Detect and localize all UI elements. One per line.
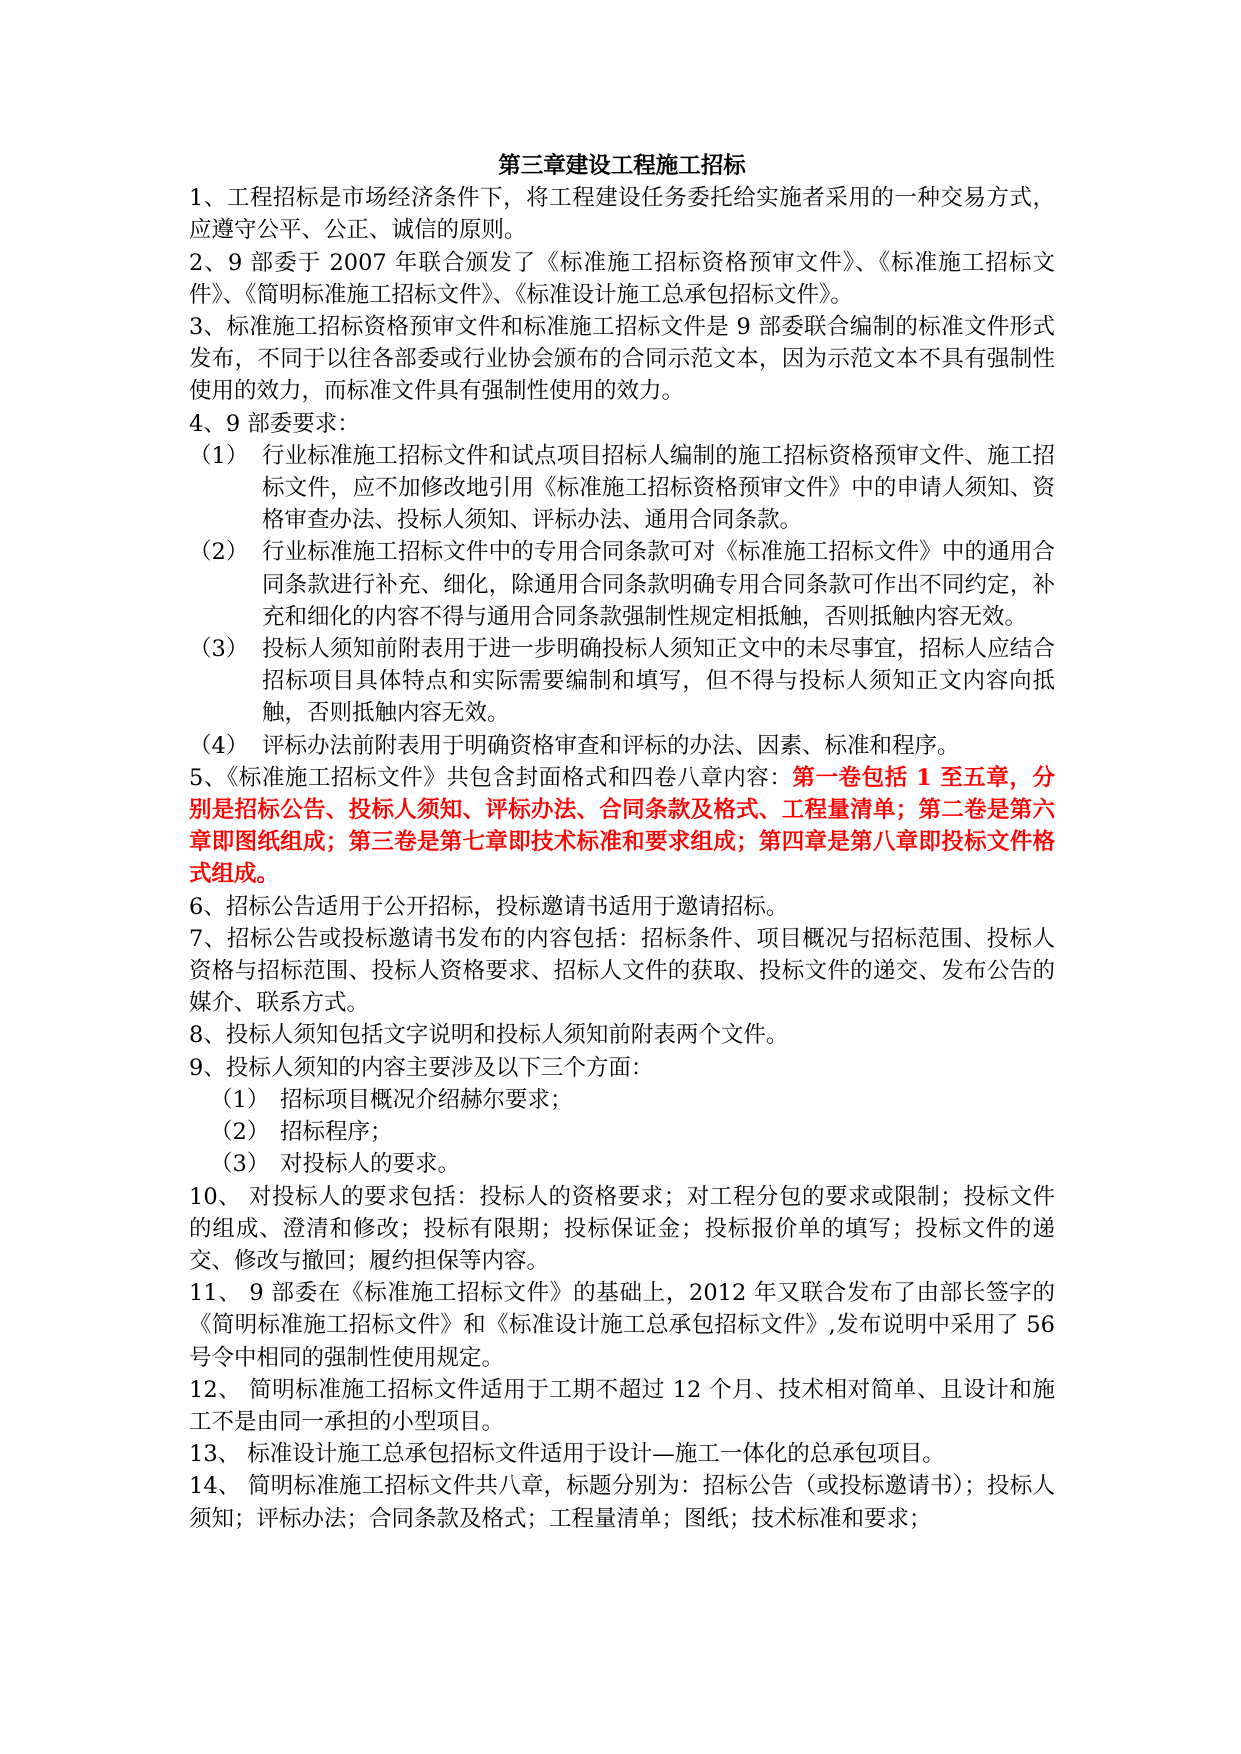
sub-item-text: 行业标准施工招标文件中的专用合同条款可对《标准施工招标文件》中的通用合同条款进行补充、细化，除通用合同条款明确专用合同条款可作出不同约定，补充和细化的内容不得与通用合同条款强制性规定相抵触，否则抵触内容无效。 — [262, 539, 1055, 630]
paragraph-9-sub-2 — [189, 1116, 1055, 1148]
paragraph-9-sub-3 — [189, 1148, 1055, 1180]
paragraph-7: 7、招标公告或投标邀请书发布的内容包括：招标条件、项目概况与招标范围、投标人资格与招标范围、投标人资格要求、招标人文件的获取、投标文件的递交、发布公告的媒介、联系方式。 — [189, 925, 1055, 1017]
paragraph-1: 1、工程招标是市场经济条件下，将工程建设任务委托给实施者采用的一种交易方式，应遵守公平、公正、诚信的原则。 — [189, 185, 1055, 244]
paragraph-4: 4、9 部委要求： — [189, 410, 360, 437]
sub-item-text: 投标人须知前附表用于进一步明确投标人须知正文中的未尽事宜，招标人应结合招标项目具体特点和实际需要编制和填写，但不得与投标人须知正文内容向抵触，否则抵触内容无效。 — [262, 636, 1055, 727]
chapter-title: 第三章建设工程施工招标 — [498, 153, 746, 179]
paragraph-4-sub-2 — [189, 536, 1055, 633]
document-page — [189, 150, 1055, 1535]
paragraph-13: 13、 标准设计施工总承包招标文件适用于设计—施工一体化的总承包项目。 — [189, 1441, 945, 1468]
paragraph-5-plain: 5、《标准施工招标文件》共包含封面格式和四卷八章内容： — [189, 764, 793, 791]
sub-item-number: （1） — [210, 1086, 270, 1113]
paragraph-5-highlight: 第一卷包括 1 至五章，分别是招标公告、投标人须知、评标办法、合同条款及格式、工程量清单；第二卷是第六章即图纸组成；第三卷是第七章即技术标准和要求组成；第四章是第八章即投标文件格式组成。 — [189, 764, 1055, 888]
paragraph-2: 2、9 部委于 2007 年联合颁发了《标准施工招标资格预审文件》、《标准施工招标文件》、《简明标准施工招标文件》、《标准设计施工总承包招标文件》。 — [189, 249, 1055, 308]
paragraph-5 — [189, 762, 1055, 891]
sub-item-text: 行业标准施工招标文件和试点项目招标人编制的施工招标资格预审文件、施工招标文件，应不加修改地引用《标准施工招标资格预审文件》中的申请人须知、资格审查办法、投标人须知、评标办法、通用合同条款。 — [262, 442, 1055, 534]
sub-item-number: （1） — [189, 442, 249, 469]
sub-item-text: 评标办法前附表用于明确资格审查和评标的办法、因素、标准和程序。 — [262, 732, 960, 759]
paragraph-10: 10、 对投标人的要求包括：投标人的资格要求；对工程分包的要求或限制；投标文件的组成、澄清和修改；投标有限期；投标保证金；投标报价单的填写；投标文件的递交、修改与撤回；履约担保等内容。 — [189, 1183, 1055, 1274]
paragraph-14: 14、 简明标准施工招标文件共八章，标题分别为：招标公告（或投标邀请书）；投标人须知；评标办法；合同条款及格式；工程量清单；图纸；技术标准和要求； — [189, 1473, 1055, 1532]
sub-item-number: （3） — [189, 636, 249, 663]
sub-item-number: （2） — [210, 1119, 270, 1146]
paragraph-4-sub-3 — [189, 633, 1055, 730]
paragraph-3: 3、标准施工招标资格预审文件和标准施工招标文件是 9 部委联合编制的标准文件形式发布，不同于以往各部委或行业协会颁布的合同示范文本，因为示范文本不具有强制性使用的效力，而标准文件具有强制性使用的效力。 — [189, 314, 1055, 405]
sub-item-text: 招标项目概况介绍赫尔要求； — [280, 1086, 573, 1113]
sub-item-text: 对投标人的要求。 — [280, 1151, 461, 1178]
sub-item-text: 招标程序； — [280, 1119, 393, 1146]
paragraph-8: 8、投标人须知包括文字说明和投标人须知前附表两个文件。 — [189, 1022, 789, 1049]
paragraph-6: 6、招标公告适用于公开招标，投标邀请书适用于邀请招标。 — [189, 893, 789, 920]
sub-item-number: （4） — [189, 732, 249, 759]
paragraph-9-sub-1 — [189, 1084, 1055, 1116]
sub-item-number: （2） — [189, 539, 249, 566]
paragraph-4-sub-4 — [189, 730, 1055, 762]
paragraph-11: 11、 9 部委在《标准施工招标文件》的基础上，2012 年又联合发布了由部长签字的《简明标准施工招标文件》和《标准设计施工总承包招标文件》,发布说明中采用了 56 号令中相同的强制性使用规定。 — [189, 1280, 1055, 1371]
paragraph-4-sub-1 — [189, 440, 1055, 537]
paragraph-9: 9、投标人须知的内容主要涉及以下三个方面： — [189, 1054, 654, 1081]
sub-item-number: （3） — [210, 1151, 270, 1178]
paragraph-12: 12、 简明标准施工招标文件适用于工期不超过 12 个月、技术相对简单、且设计和施工不是由同一承担的小型项目。 — [189, 1376, 1055, 1435]
